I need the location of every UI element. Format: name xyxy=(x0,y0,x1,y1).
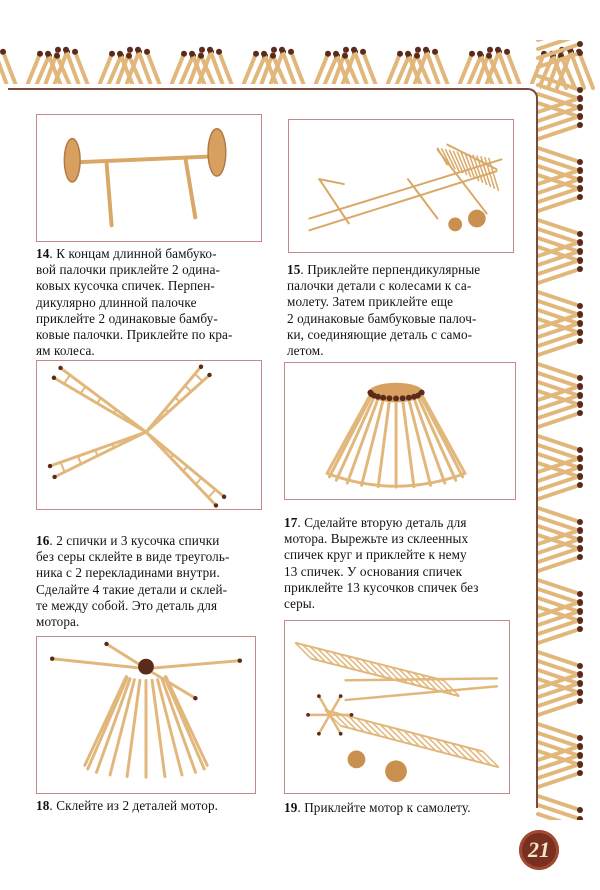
step-number: 14 xyxy=(36,246,50,261)
step-number: 18 xyxy=(36,798,50,813)
caption-step-14: 14. К концам длинной бамбуко- вой палочки приклейте 2 одина- ковых кусочка спичек. Перпен- дикулярно длинной палочке приклейте 2 одинаковые бамбу- ковые палочки. Приклейте по кра- ям колеса. xyxy=(36,246,233,359)
motor-part-cross-illustration xyxy=(37,361,261,509)
photo-step-15 xyxy=(288,119,514,253)
photo-step-18 xyxy=(36,636,256,794)
matchstick-border-right xyxy=(530,40,600,820)
finished-biplane-illustration xyxy=(285,621,509,793)
caption-step-19: 19. Приклейте мотор к самолету. xyxy=(284,800,471,815)
matchstick-border-top xyxy=(0,0,600,100)
axle-with-wheels-illustration xyxy=(37,115,261,241)
step-number: 16 xyxy=(36,533,50,548)
page-number-badge: 21 xyxy=(519,830,559,870)
photo-step-14 xyxy=(36,114,262,242)
step-number: 19 xyxy=(284,800,298,815)
step-number: 17 xyxy=(284,515,298,530)
assembled-motor-illustration xyxy=(37,637,255,793)
step-number: 15 xyxy=(287,262,301,277)
motor-cone-illustration xyxy=(285,363,515,499)
caption-step-17: 17. Сделайте вторую деталь для мотора. Вырежьте из склеенных спичек круг и приклейте к нему 13 спичек. У основания спичек приклейте 13 кусочков спичек без серы. xyxy=(284,515,479,612)
plane-frame-with-wheels-illustration xyxy=(289,120,513,252)
photo-step-16 xyxy=(36,360,262,510)
photo-step-17 xyxy=(284,362,516,500)
caption-step-16: 16. 2 спички и 3 кусочка спички без серы склейте в виде треуголь- ника с 2 перекладинами внутри. Сделайте 4 такие детали и склей- те между собой. Это деталь для мотора. xyxy=(36,533,230,630)
caption-step-15: 15. Приклейте перпендикулярные палочки детали с колесами к са- молету. Затем приклейте еще 2 одинаковые бамбуковые палоч- ки, соединяющие деталь с само- летом. xyxy=(287,262,481,359)
photo-step-19 xyxy=(284,620,510,794)
caption-step-18: 18. Склейте из 2 деталей мотор. xyxy=(36,798,219,813)
